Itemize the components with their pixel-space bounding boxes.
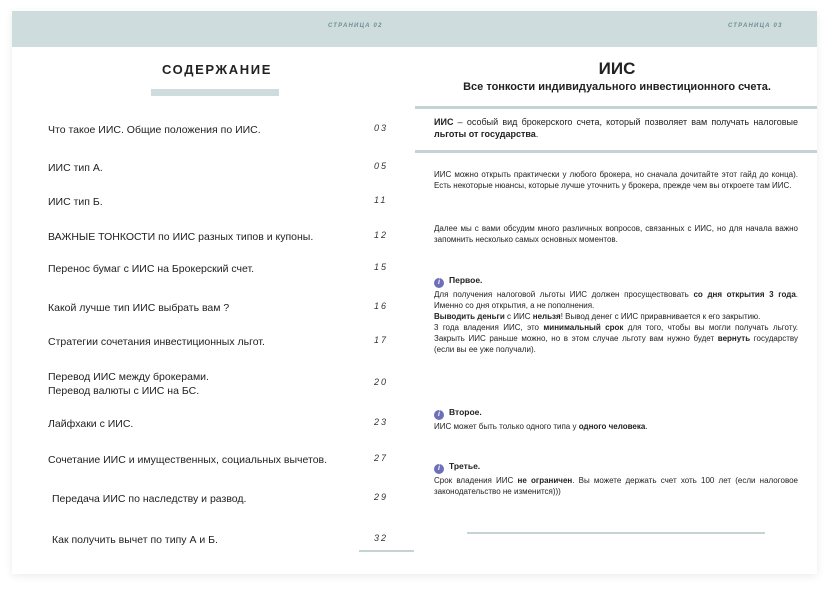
definition-text: – особый вид брокерского счета, который позволяет вам получать налоговые [453, 117, 798, 127]
first-text-1: Для получения налоговой льготы ИИС должен просуществовать [434, 290, 694, 299]
toc-list [12, 11, 412, 574]
toc-item-title: Сочетание ИИС и имущественных, социальных вычетов. [48, 454, 328, 466]
section-third-title: Третье. [449, 461, 481, 471]
definition-term: ИИС [434, 117, 454, 127]
toc-item-title: Лайфхаки с ИИС. [48, 418, 134, 430]
toc-item-page: 17 [374, 335, 389, 345]
toc-item-title: Как получить вычет по типу А и Б. [52, 534, 218, 546]
info-icon: i [434, 464, 444, 474]
third-text-2: . Вы можете держать счет хоть 100 лет (если налоговое законодательство не изменится))) [434, 476, 799, 496]
article-title: ИИС [598, 59, 636, 78]
toc-item-page: 16 [374, 301, 389, 311]
toc-item-page: 12 [374, 230, 389, 240]
toc-item-page: 15 [374, 262, 389, 272]
third-bold-1: не ограничен [517, 476, 573, 485]
first-text-5: 3 года владения ИИС, это [434, 323, 544, 332]
toc-item-title: Стратегии сочетания инвестиционных льгот. [48, 336, 265, 348]
first-bold-3: нельзя [532, 312, 561, 321]
first-bold-5: вернуть [717, 334, 751, 343]
first-text-2: . Именно со дня открытия, а не пополнения. [434, 290, 799, 310]
first-bold-4: минимальный срок [543, 323, 624, 332]
second-bold-1: одного человека [578, 422, 646, 431]
toc-item-title: Перевод ИИС между брокерами. Перевод валюты с ИИС на БС. [48, 371, 209, 397]
toc-item-page: 03 [374, 123, 389, 133]
toc-item-page: 23 [374, 417, 389, 427]
toc-item-page: 32 [374, 533, 389, 543]
second-text-1: ИИС может быть только одного типа у [434, 422, 579, 431]
toc-item-title: ИИС тип А. [48, 162, 103, 174]
divider-top [415, 106, 817, 109]
section-second-heading [434, 407, 798, 420]
third-text-1: Срок владения ИИС [434, 476, 518, 485]
right-page-bottom-rule [467, 532, 765, 534]
second-text-2: . [645, 422, 648, 431]
right-page-number: СТРАНИЦА 03 [728, 23, 783, 29]
article-subtitle: Все тонкости индивидуального инвестиционного счета. [463, 81, 771, 93]
definition-paragraph [434, 116, 798, 140]
intro-paragraph-1: ИИС можно открыть практически у любого брокера, но сначала дочитайте этот гайд до конца). Есть некоторые нюансы, которые лучше уточнить у брокера, прежде чем вы откроете там ИИС. [434, 170, 798, 190]
section-second [434, 407, 798, 432]
definition-period: . [535, 129, 539, 139]
toc-item-page: 11 [374, 195, 388, 205]
toc-item-page: 29 [374, 492, 389, 502]
first-text-4: ! Вывод денег с ИИС приравнивается к его закрытию. [560, 312, 761, 321]
first-bold-2: Выводить деньги [434, 312, 505, 321]
info-icon: i [434, 278, 444, 288]
toc-title: СОДЕРЖАНИЕ [162, 62, 272, 77]
divider-bottom [415, 150, 817, 153]
toc-item-page: 27 [374, 453, 389, 463]
left-page-number: СТРАНИЦА 02 [328, 23, 383, 29]
section-second-title: Второе. [449, 407, 482, 417]
intro-paragraph-2: Далее мы с вами обсудим много различных вопросов, связанных с ИИС, но для начала важно запомнить несколько самых основных моментов. [434, 224, 798, 244]
toc-item-title: ВАЖНЫЕ ТОНКОСТИ по ИИС разных типов и купоны. [48, 231, 314, 243]
toc-item-page: 20 [374, 377, 389, 387]
section-third [434, 461, 798, 497]
toc-item-page: 05 [374, 161, 389, 171]
section-third-heading [434, 461, 798, 474]
first-text-7: государству (если вы ее уже получали). [434, 334, 799, 354]
toc-item-title: Перенос бумаг с ИИС на Брокерский счет. [48, 263, 255, 275]
definition-emphasis: льготы от государства [434, 129, 536, 139]
document-spread [12, 11, 817, 574]
info-icon: i [434, 410, 444, 420]
toc-item-title: Передача ИИС по наследству и развод. [52, 493, 247, 505]
section-first-heading [434, 275, 798, 288]
toc-item-title: ИИС тип Б. [48, 196, 103, 208]
first-text-3: с ИИС [504, 312, 533, 321]
section-first-title: Первое. [449, 275, 483, 285]
toc-item-title: Что такое ИИС. Общие положения по ИИС. [48, 124, 261, 136]
toc-item-title: Какой лучше тип ИИС выбрать вам ? [48, 302, 230, 314]
first-bold-1: со дня открытия 3 года [693, 290, 796, 299]
left-page-bottom-rule [359, 550, 414, 552]
first-text-6: для того, чтобы вы могли получать льготу. Закрыть ИИС раньше можно, но в этом случае льготу вам нужно будет [434, 323, 798, 343]
section-first [434, 275, 798, 355]
